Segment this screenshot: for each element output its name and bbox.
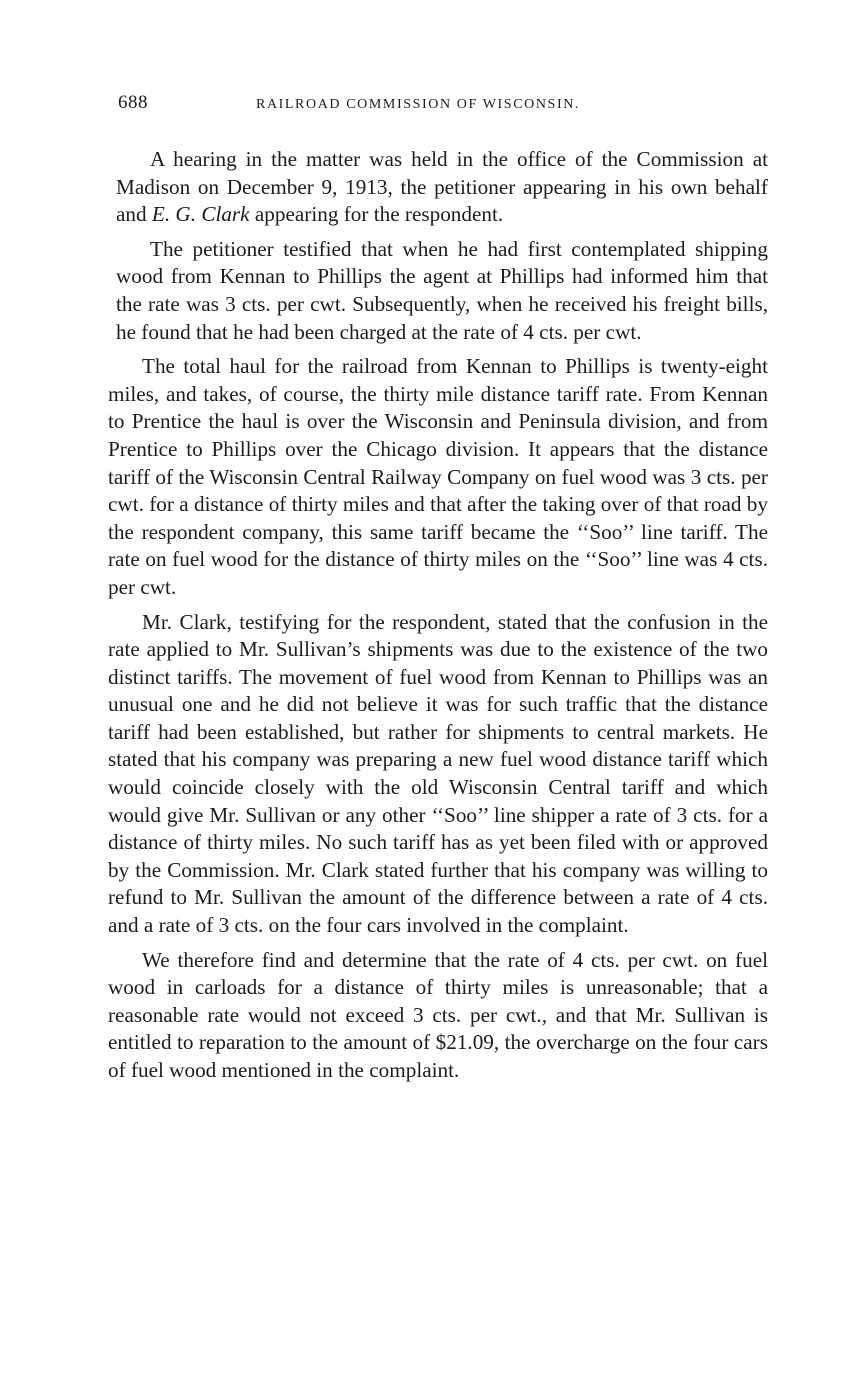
paragraph-respondent-testimony: Mr. Clark, testifying for the respondent, stated that the confusion in the rate applied to Mr. Sullivan’s shipments was due to the existence of the two distinct tariffs. The movement of fuel wood from Kennan to Phillips was an unusual one and he did not believe it was for such traffic that the distance tariff had been established, but rather for shipments to central markets. He stated that his company was preparing a new fuel wood distance tariff which would coincide closely with the old Wisconsin Central tariff and which would give Mr. Sullivan or any other ‘‘Soo’’ line shipper a rate of 3 cts. for a distance of thirty miles. No such tariff has as yet been filed with or approved by the Commission. Mr. Clark stated further that his company was willing to refund to Mr. Sullivan the amount of the difference between a rate of 4 cts. and a rate of 3 cts. on the four cars involved in the complaint. [108,609,768,938]
paragraph-haul-and-tariff: The total haul for the railroad from Kennan to Phillips is twenty-eight miles, and takes, of course, the thirty mile distance tariff rate. From Kennan to Prentice the haul is over the Wisconsin and Peninsula division, and from Prentice to Phillips over the Chicago division. It appears that the distance tariff of the Wisconsin Central Railway Company on fuel wood was 3 cts. per cwt. for a distance of thirty miles and that after the taking over of that road by the respondent company, this same tariff became the ‘‘Soo’’ line tariff. The rate on fuel wood for the distance of thirty miles on the ‘‘Soo’’ line was 4 cts. per cwt. [108,354,768,599]
respondent-counsel-name: E. G. Clark [151,202,250,227]
page-header [118,92,768,122]
running-head: RAILROAD COMMISSION OF WISCONSIN. [256,97,581,112]
paragraph-hearing [108,146,768,229]
body-text [108,146,768,1092]
paragraph-hearing-text-end: appearing for the respondent. [249,202,504,227]
page-number: 688 [118,92,148,113]
paragraph-petitioner-testimony: The petitioner testified that when he had first contemplated shipping wood from Kennan to Phillips the agent at Phillips had informed him that the rate was 3 cts. per cwt. Subsequently, when he received his freight bills, he found that he had been charged at the rate of 4 cts. per cwt. [116,236,768,344]
paragraph-finding: We therefore find and determine that the rate of 4 cts. per cwt. on fuel wood in carloads for a distance of thirty miles is unreasonable; that a reasonable rate would not exceed 3 cts. per cwt., and that Mr. Sullivan is entitled to reparation to the amount of $21.09, the overcharge on the four cars of fuel wood mentioned in the complaint. [108,947,768,1082]
paragraph-hearing-text-start: A hearing in the matter was held in the office of the Commission at Madison on December 9, 1913, the petitioner appearing in his own behalf and [116,147,768,227]
